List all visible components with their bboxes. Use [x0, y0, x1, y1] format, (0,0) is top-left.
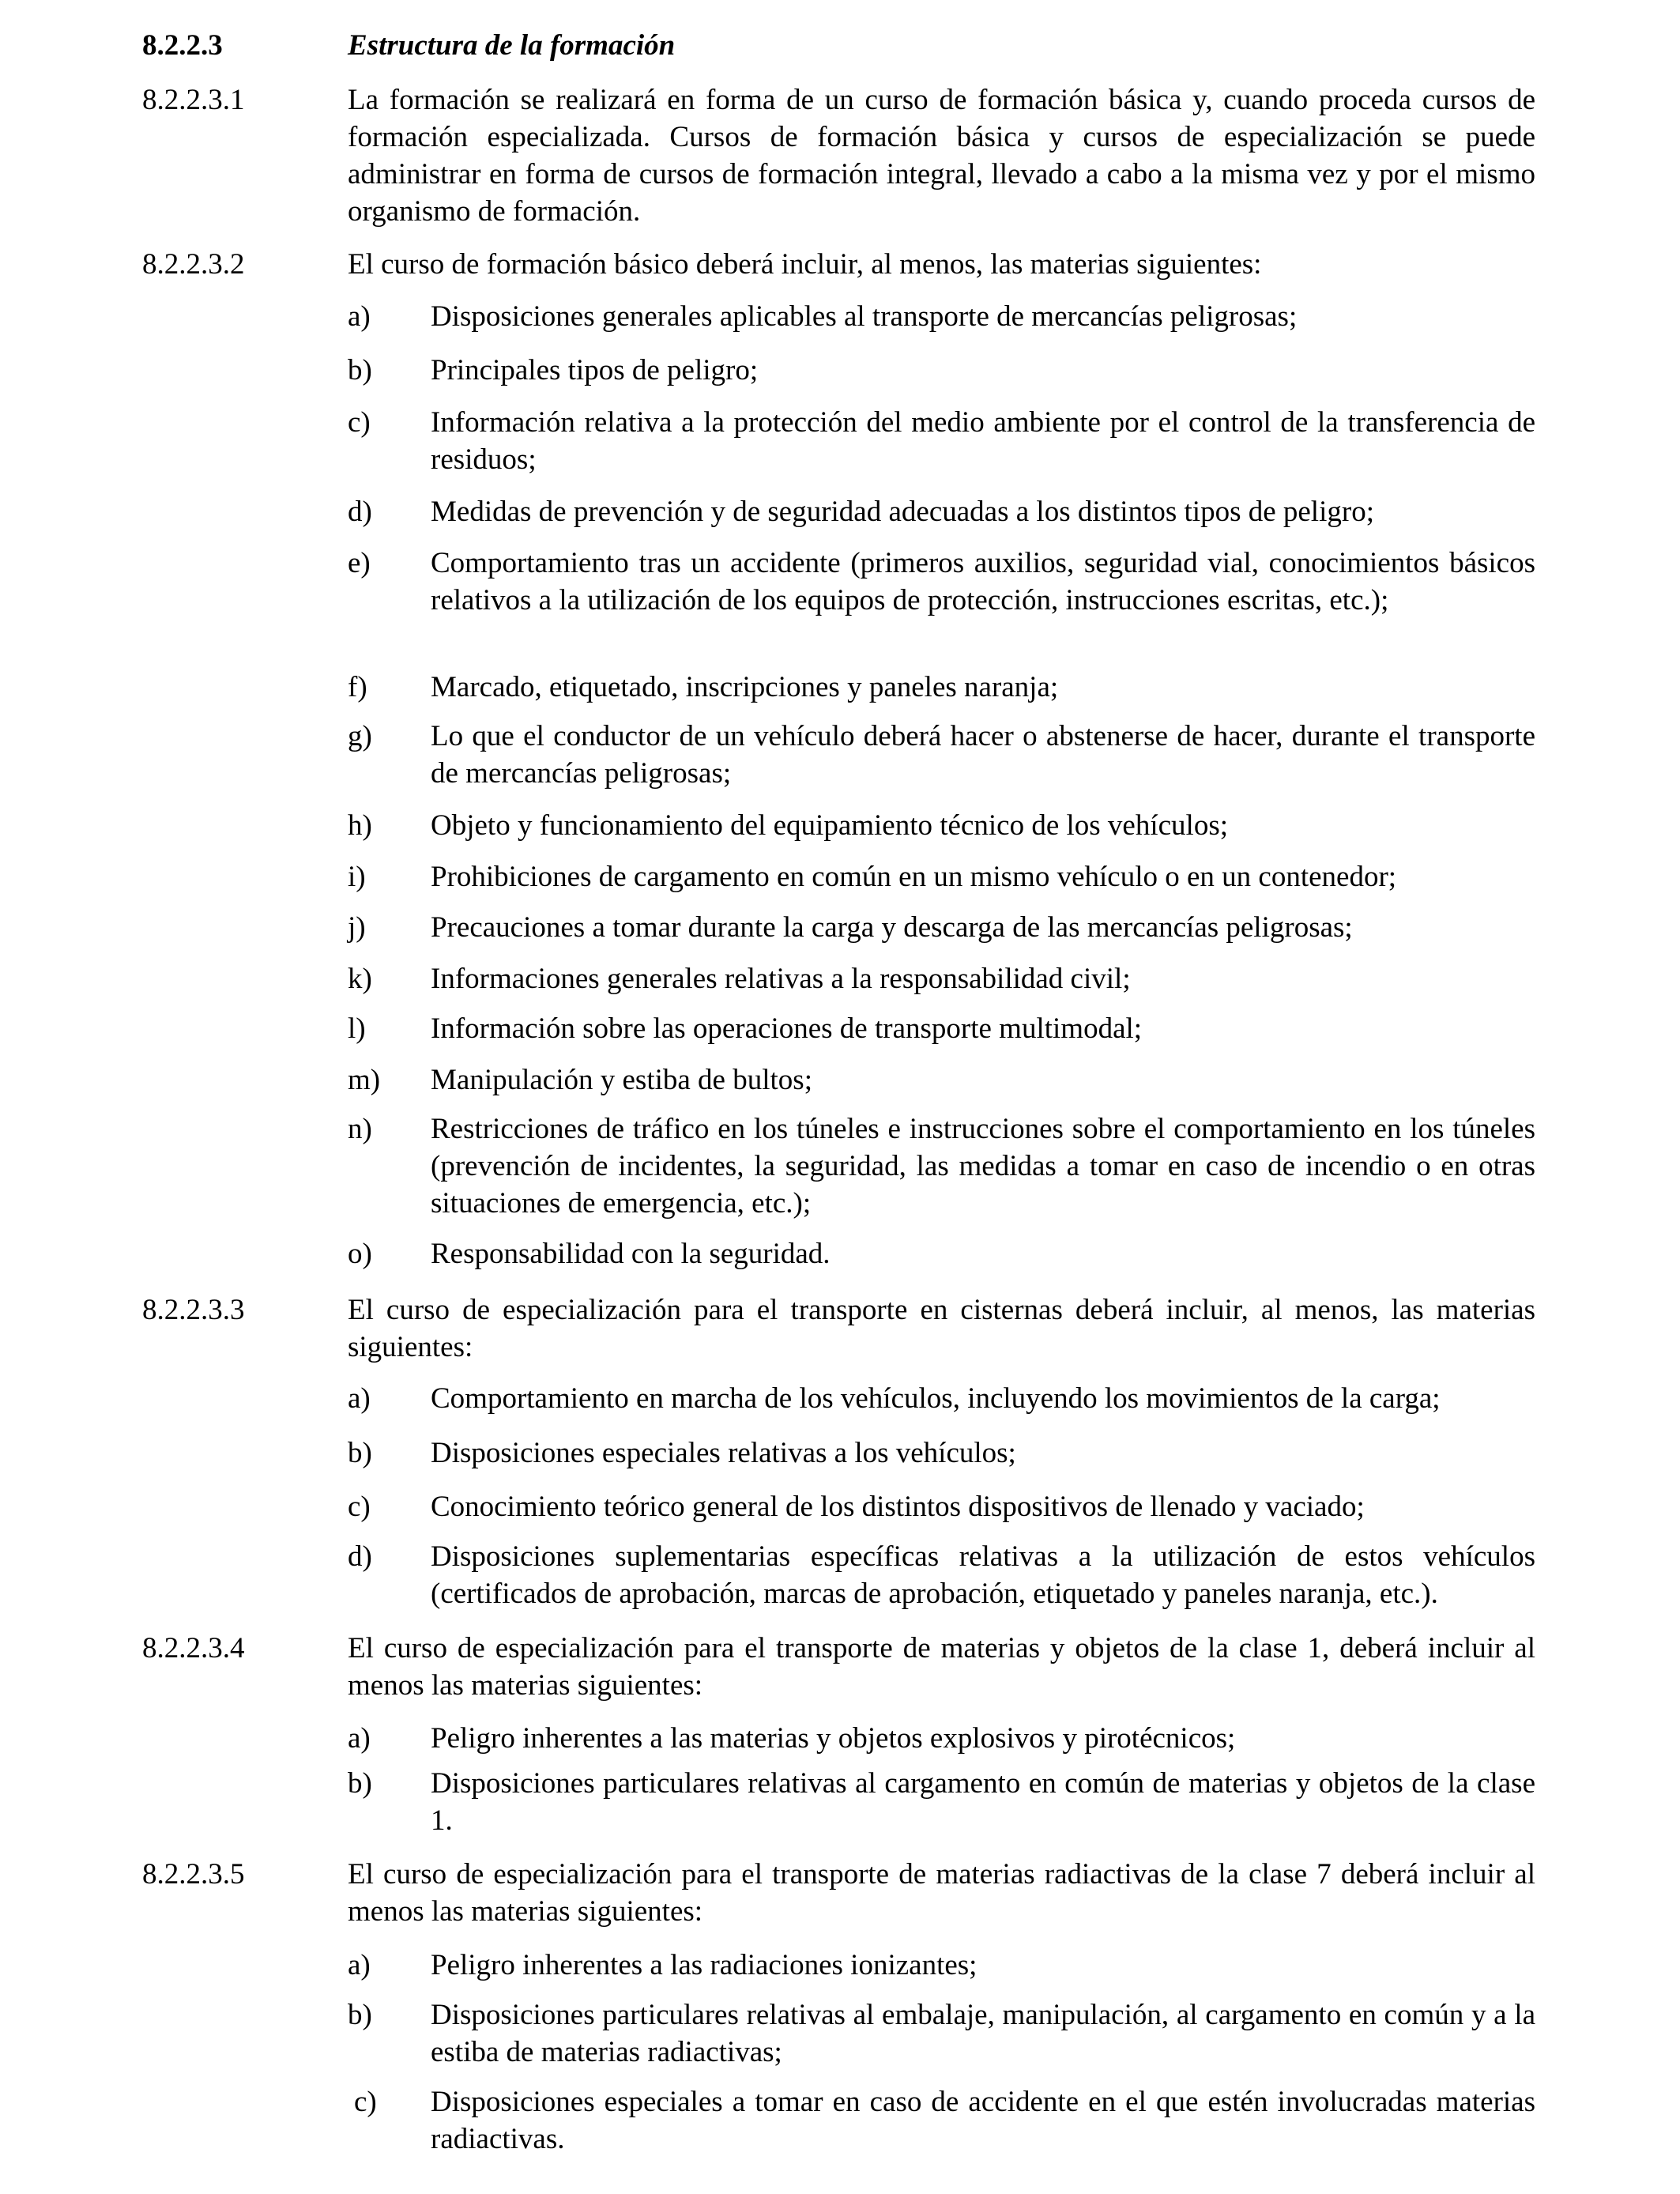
list-item-letter: a) [348, 1722, 371, 1755]
list-item-text: Disposiciones suplementarias específicas relativas a la utilización de estos vehículos (certificados de aprobación, marcas de aprobación, etiquetado y paneles naranja, etc.). [431, 1540, 1535, 1610]
list-item-text: Marcado, etiquetado, inscripciones y paneles naranja; [431, 671, 1059, 703]
section-number: 8.2.2.3.4 [142, 1632, 245, 1664]
section-paragraph: El curso de especialización para el transporte en cisternas deberá incluir, al menos, las materias siguientes: [348, 1294, 1535, 1363]
list-item-text: Disposiciones particulares relativas al cargamento en común de materias y objetos de la clase 1. [431, 1767, 1535, 1837]
list-item-letter: f) [348, 671, 367, 703]
list-item-text: Conocimiento teórico general de los distintos dispositivos de llenado y vaciado; [431, 1491, 1365, 1523]
list-item-letter: e) [348, 547, 371, 579]
list-item-letter: a) [348, 1382, 371, 1415]
list-item-text: Información sobre las operaciones de transporte multimodal; [431, 1012, 1143, 1045]
list-item-text: Prohibiciones de cargamento en común en un mismo vehículo o en un contenedor; [431, 861, 1397, 893]
list-item-letter: l) [348, 1012, 366, 1045]
list-item-letter: b) [348, 1767, 372, 1800]
heading-title: Estructura de la formación [348, 29, 676, 62]
list-item-letter: m) [348, 1064, 381, 1096]
list-item-text: Medidas de prevención y de seguridad adecuadas a los distintos tipos de peligro; [431, 496, 1374, 528]
section-paragraph: El curso de especialización para el transporte de materias radiactivas de la clase 7 deberá incluir al menos las materias siguientes: [348, 1858, 1535, 1928]
list-item-letter: c) [348, 406, 371, 439]
list-item-text: Disposiciones especiales a tomar en caso de accidente en el que estén involucradas materias radiactivas. [431, 2086, 1535, 2155]
section-number: 8.2.2.3.2 [142, 248, 245, 281]
list-item-text: Precauciones a tomar durante la carga y descarga de las mercancías peligrosas; [431, 911, 1353, 944]
list-item-text: Comportamiento en marcha de los vehículos, incluyendo los movimientos de la carga; [431, 1382, 1441, 1415]
list-item-letter: n) [348, 1113, 372, 1145]
list-item-letter: o) [348, 1238, 372, 1270]
section-paragraph: La formación se realizará en forma de un curso de formación básica y, cuando proceda cursos de formación especializada. Cursos de formación básica y cursos de especialización se puede administrar en forma de cursos de formación integral, llevado a cabo a la misma vez y por el mismo organismo de formación. [348, 84, 1535, 228]
list-item-letter: i) [348, 861, 366, 893]
list-item-letter: c) [354, 2086, 377, 2118]
list-item-letter: b) [348, 354, 372, 386]
list-item-letter: d) [348, 496, 372, 528]
list-item-letter: j) [348, 911, 366, 944]
list-item-text: Información relativa a la protección del medio ambiente por el control de la transferencia de residuos; [431, 406, 1535, 476]
list-item-text: Peligro inherentes a las materias y objetos explosivos y pirotécnicos; [431, 1722, 1236, 1755]
list-item-text: Restricciones de tráfico en los túneles e instrucciones sobre el comportamiento en los túneles (prevención de incidentes, la seguridad, las medidas a tomar en caso de incendio o en otras situaciones de emergencia, etc.); [431, 1113, 1535, 1220]
list-item-text: Comportamiento tras un accidente (primeros auxilios, seguridad vial, conocimientos básicos relativos a la utilización de los equipos de protección, instrucciones escritas, etc.); [431, 547, 1535, 616]
list-item-text: Objeto y funcionamiento del equipamiento técnico de los vehículos; [431, 809, 1229, 842]
list-item-letter: a) [348, 1949, 371, 1981]
list-item-text: Manipulación y estiba de bultos; [431, 1064, 812, 1096]
list-item-letter: b) [348, 1437, 372, 1469]
list-item-text: Peligro inherentes a las radiaciones ionizantes; [431, 1949, 977, 1981]
section-number: 8.2.2.3.1 [142, 84, 245, 116]
section-paragraph: El curso de formación básico deberá incluir, al menos, las materias siguientes: [348, 248, 1262, 281]
list-item-letter: c) [348, 1491, 371, 1523]
list-item-text: Disposiciones especiales relativas a los vehículos; [431, 1437, 1016, 1469]
section-paragraph: El curso de especialización para el transporte de materias y objetos de la clase 1, deberá incluir al menos las materias siguientes: [348, 1632, 1535, 1702]
list-item-letter: d) [348, 1540, 372, 1573]
section-number: 8.2.2.3.3 [142, 1294, 245, 1326]
section-number: 8.2.2.3.5 [142, 1858, 245, 1891]
list-item-text: Principales tipos de peligro; [431, 354, 759, 386]
heading-number: 8.2.2.3 [142, 29, 223, 62]
list-item-letter: a) [348, 300, 371, 333]
list-item-text: Responsabilidad con la seguridad. [431, 1238, 831, 1270]
list-item-text: Disposiciones generales aplicables al transporte de mercancías peligrosas; [431, 300, 1298, 333]
list-item-text: Informaciones generales relativas a la responsabilidad civil; [431, 963, 1131, 995]
list-item-letter: h) [348, 809, 372, 842]
list-item-text: Disposiciones particulares relativas al embalaje, manipulación, al cargamento en común y a la estiba de materias radiactivas; [431, 1999, 1535, 2068]
list-item-text: Lo que el conductor de un vehículo deberá hacer o abstenerse de hacer, durante el transporte de mercancías peligrosas; [431, 720, 1535, 790]
list-item-letter: b) [348, 1999, 372, 2031]
list-item-letter: g) [348, 720, 372, 752]
list-item-letter: k) [348, 963, 372, 995]
